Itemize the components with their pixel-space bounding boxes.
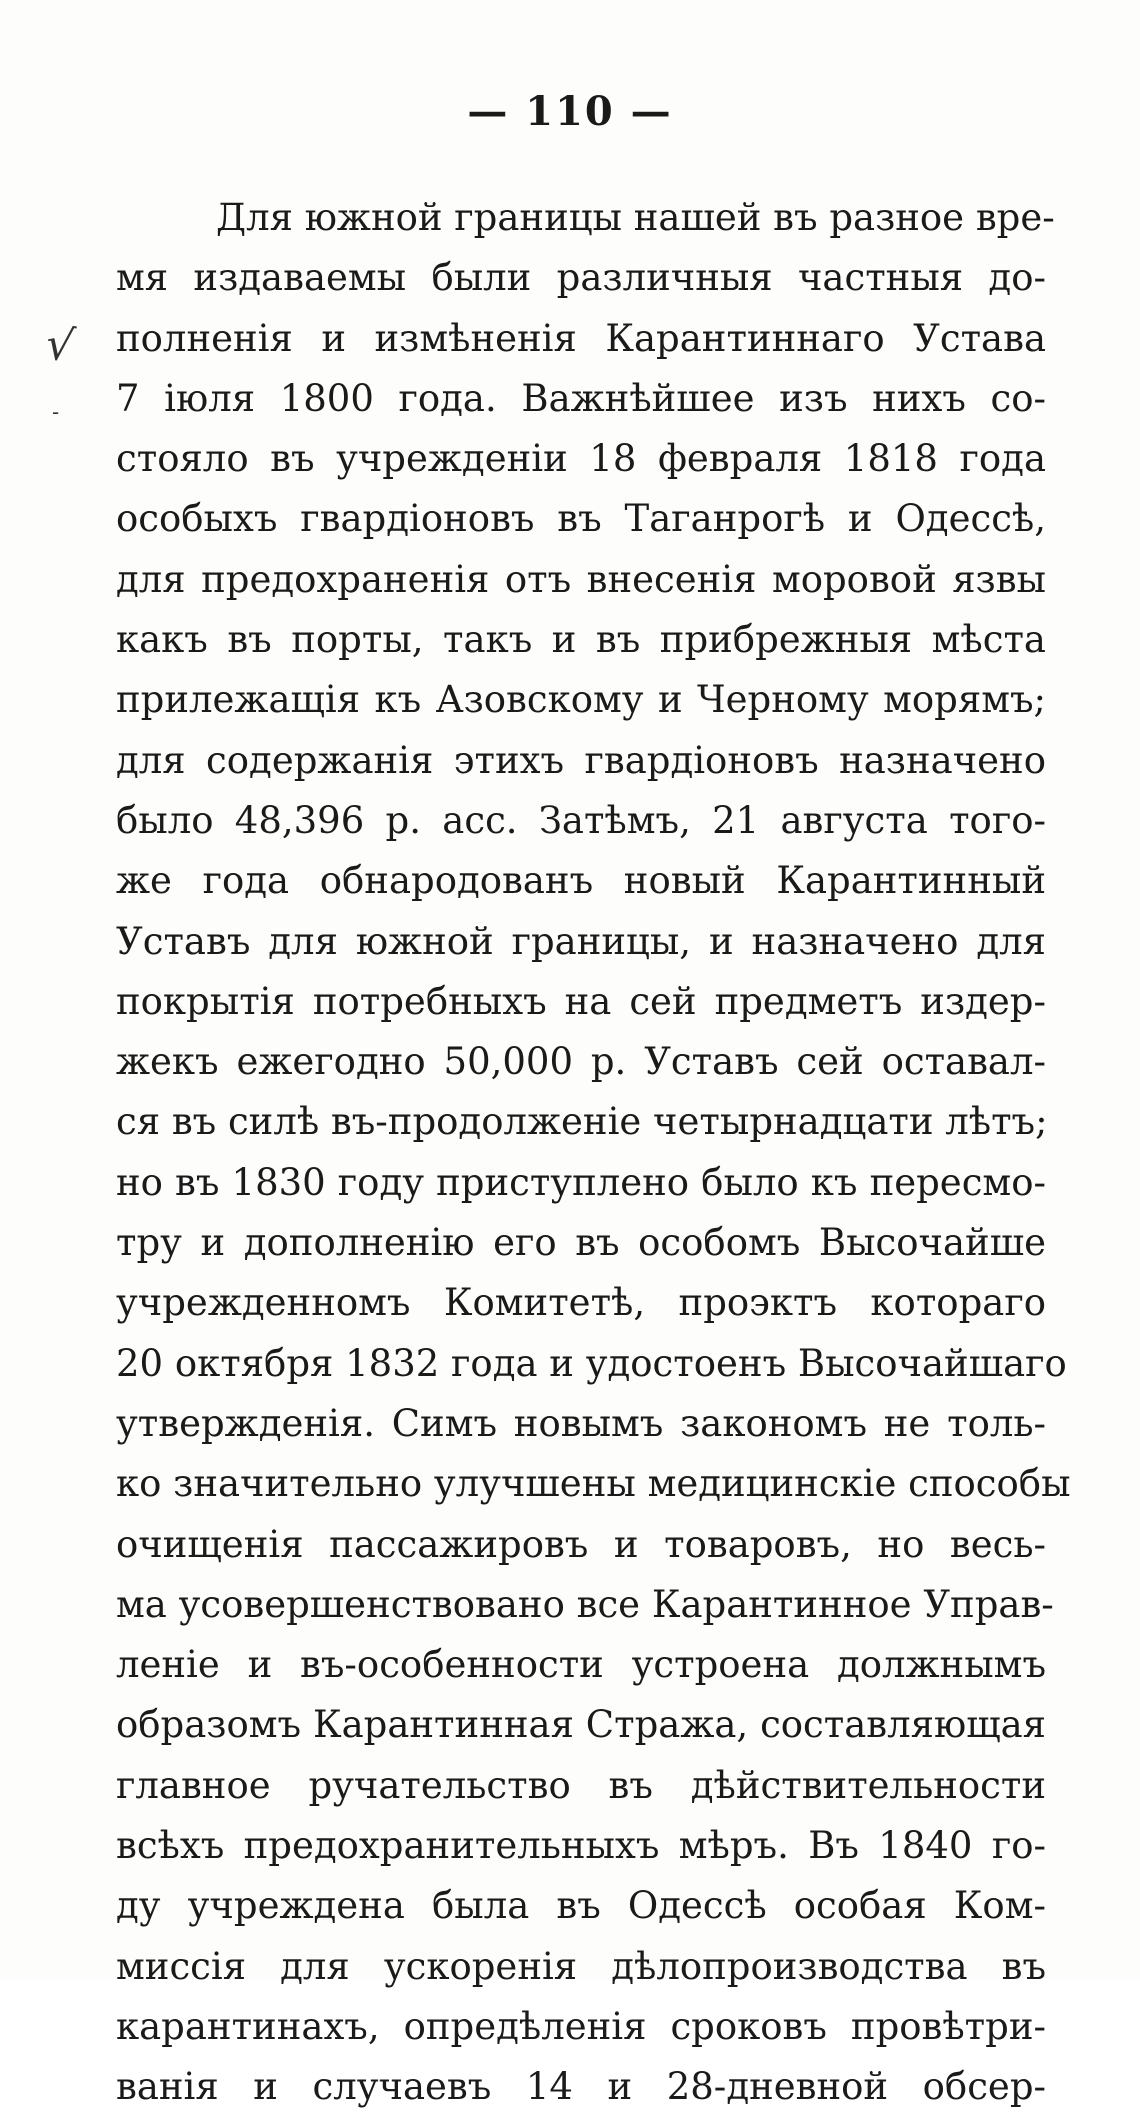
text-line: же года обнародованъ новый Карантинный	[116, 859, 1046, 903]
text-line: ся въ силѣ въ-продолженіе четырнадцати лѣтъ;	[116, 1100, 1048, 1144]
text-line: прилежащія къ Азовскому и Черному морямъ;	[116, 678, 1046, 722]
text-line: очищенія пассажировъ и товаровъ, но весь-	[116, 1522, 1046, 1566]
text-line: жекъ ежегодно 50,000 р. Уставъ сей оставал-	[116, 1040, 1046, 1084]
text-line: мя издаваемы были различныя частныя до-	[116, 256, 1046, 300]
text-line: покрытія потребныхъ на сей предметъ издер-	[116, 979, 1046, 1023]
text-line: миссія для ускоренія дѣлопроизводства въ	[116, 1944, 1046, 1988]
text-line: ко значительно улучшены медицинскіе способы	[116, 1462, 1071, 1506]
page-number: — 110 —	[467, 88, 673, 135]
margin-check-mark: √	[42, 318, 78, 373]
text-line: полненія и измѣненія Карантиннаго Устава	[116, 316, 1046, 360]
body-paragraph	[116, 188, 1071, 2118]
text-line: всѣхъ предохранительныхъ мѣръ. Въ 1840 го-	[116, 1824, 1046, 1868]
text-line: 7 іюля 1800 года. Важнѣйшее изъ нихъ со-	[116, 376, 1046, 420]
text-line: ванія и случаевъ 14 и 28-дневной обсер-	[116, 2065, 1046, 2109]
text-line: было 48,396 р. асс. Затѣмъ, 21 августа того-	[116, 798, 1046, 842]
text-line: тру и дополненію его въ особомъ Высочайше	[116, 1221, 1046, 1265]
text-line: леніе и въ-особенности устроена должнымъ	[116, 1643, 1046, 1687]
text-line: ма усовершенствовано все Карантинное Управ-	[116, 1582, 1054, 1626]
text-line: но въ 1830 году приступлено было къ пересмо-	[116, 1160, 1046, 1204]
text-line: для содержанія этихъ гвардіоновъ назначено	[116, 738, 1046, 782]
text-line: утвержденія. Симъ новымъ закономъ не толь-	[116, 1401, 1046, 1445]
text-line: 20 октября 1832 года и удостоенъ Высочайшаго	[116, 1341, 1067, 1385]
margin-dash-mark: -	[52, 400, 60, 424]
text-line: Для южной границы нашей въ разное вре-	[216, 196, 1055, 239]
text-line: особыхъ гвардіоновъ въ Таганрогѣ и Одессѣ,	[116, 497, 1046, 541]
text-line: учрежденномъ Комитетѣ, проэктъ котораго	[116, 1281, 1046, 1325]
text-line: какъ въ порты, такъ и въ прибрежныя мѣста	[116, 618, 1046, 662]
text-line: ду учреждена была въ Одессѣ особая Ком-	[116, 1884, 1046, 1928]
text-line: Уставъ для южной границы, и назначено для	[116, 919, 1046, 963]
text-line: карантинахъ, опредѣленія сроковъ провѣтри-	[116, 2004, 1046, 2048]
text-line: стояло въ учрежденіи 18 февраля 1818 года	[116, 437, 1046, 481]
text-line: главное ручательство въ дѣйствительности	[116, 1763, 1046, 1807]
text-line: для предохраненія отъ внесенія моровой язвы	[116, 557, 1046, 601]
text-line: образомъ Карантинная Стража, составляющая	[116, 1703, 1046, 1747]
